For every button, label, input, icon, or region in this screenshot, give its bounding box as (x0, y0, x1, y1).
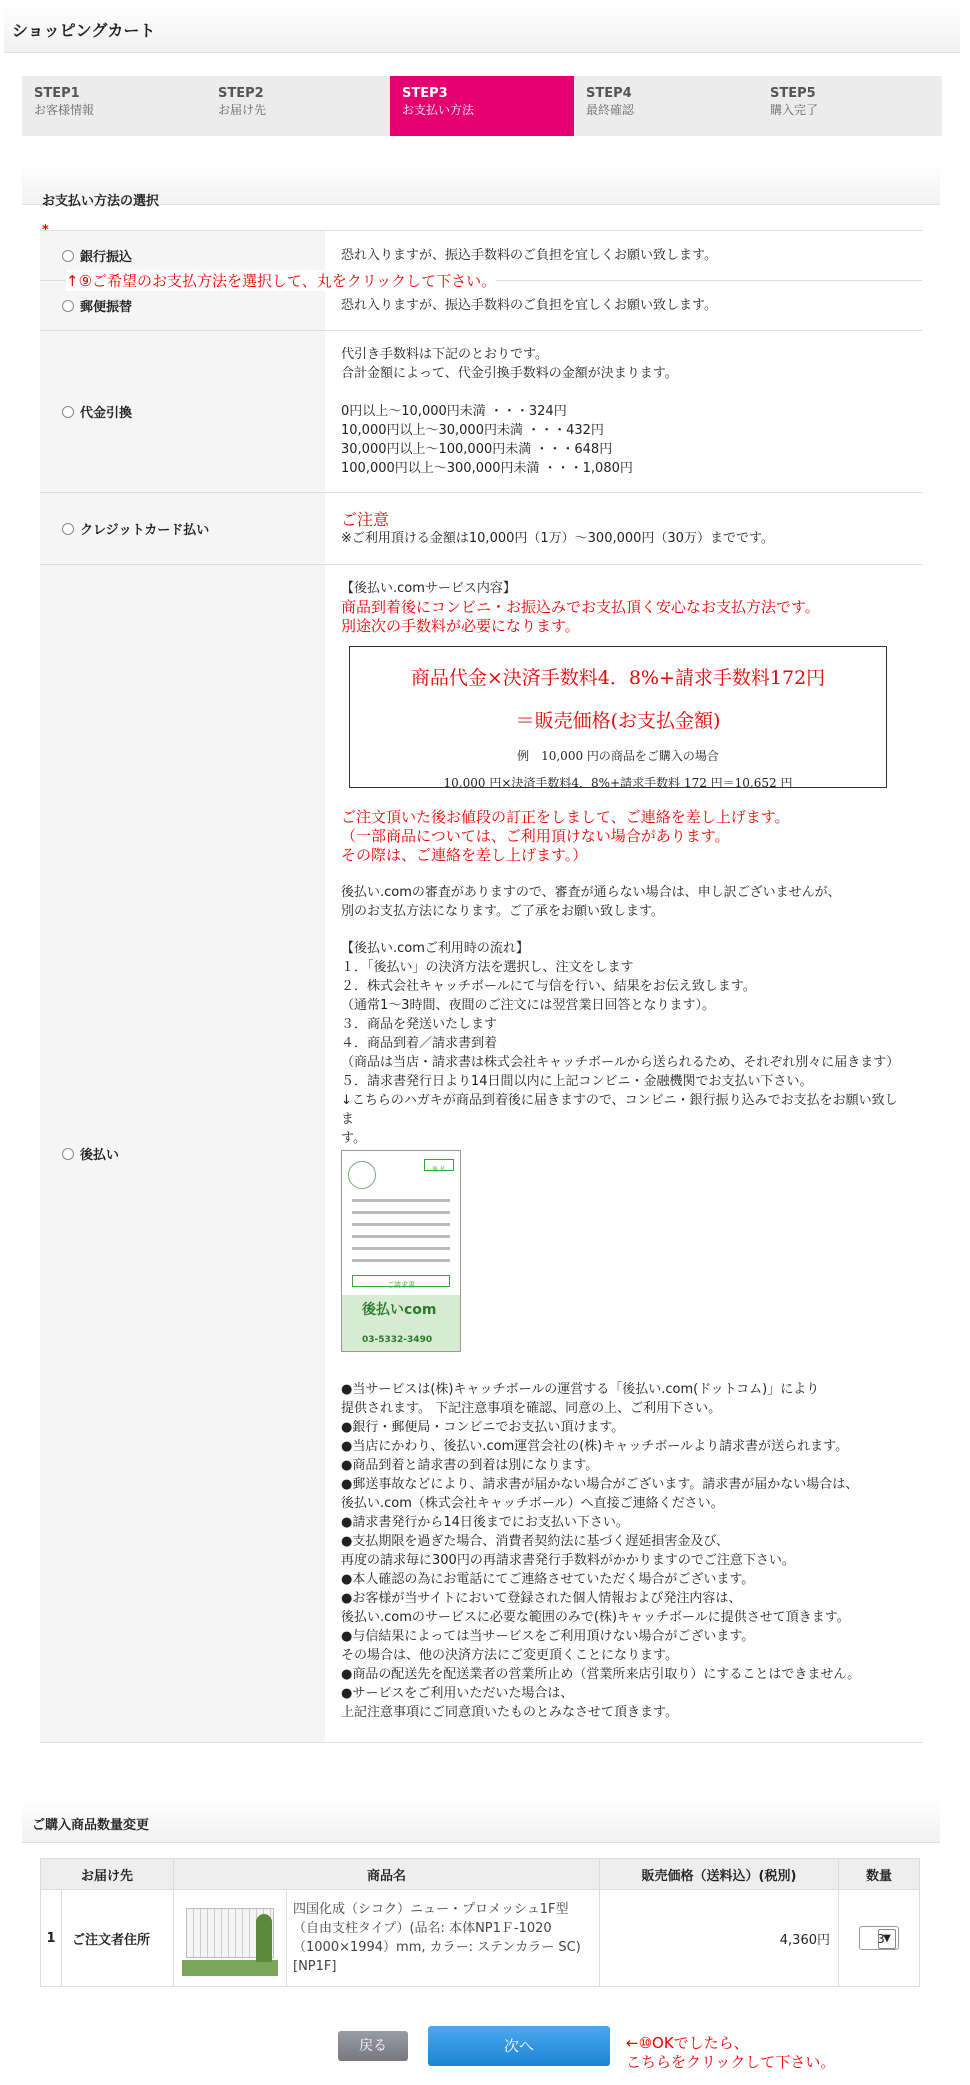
quantity-cell (839, 1890, 920, 1987)
option-label: クレジットカード払い (80, 523, 210, 538)
deferred-red-text: 別途次の手数料が必要になります。 (341, 617, 580, 635)
note-line: ●与信結果によっては当サービスをご利用頂けない場合がございます。 (341, 1629, 755, 1644)
step-number: STEP4 (586, 86, 632, 101)
cod-fee-description (325, 331, 922, 493)
fee-formula: 商品代金×決済手数料4．8%+請求手数料172円 (410, 667, 826, 689)
payment-heading: お支払い方法の選択 (42, 194, 160, 209)
product-thumbnail (174, 1890, 287, 1987)
price-correction-note: （一部商品については、ご利用頂けない場合があります。 (341, 827, 730, 845)
payment-section-header (22, 162, 940, 209)
step-number: STEP1 (34, 86, 80, 101)
flow-step: す。 (341, 1131, 366, 1146)
postage-stamp-icon (348, 1161, 376, 1189)
note-line: ●銀行・郵便局・コンビニでお支払い頂けます。 (341, 1420, 625, 1435)
flow-step: （通常1～3時間、夜間のご注文には翌営業日回答となります）。 (341, 998, 716, 1013)
option-label: 代金引換 (80, 406, 133, 421)
radio-button[interactable] (62, 1148, 74, 1160)
row-destination: ご注文者住所 (62, 1890, 174, 1987)
row-index: 1 (41, 1890, 62, 1987)
step-4 (574, 76, 758, 136)
product-price: 4,360円 (600, 1890, 839, 1987)
flow-step: ３．商品を発送いたします (341, 1017, 498, 1032)
postcard-bill-label: ご請求書 (352, 1275, 450, 1287)
fee-result: ＝販売価格(お支払金額) (515, 710, 721, 732)
fee-example: 10,000 円×決済手数料4．8%+請求手数料 172 円＝10,652 円 (443, 776, 793, 790)
checkout-steps (22, 76, 942, 136)
step-5 (758, 76, 942, 136)
option-label: 銀行振込 (80, 250, 133, 265)
note-line: 上記注意事項にご同意頂いたものとみなさせて頂きます。 (341, 1705, 678, 1720)
fee-tier: 30,000円以上～100,000円未満 ・・・648円 (341, 442, 613, 457)
deferred-intro: 【後払い.comサービス内容】 (341, 581, 516, 596)
note-line: ●支払期限を過ぎた場合、消費者契約法に基づく遅延損害金及び、 (341, 1534, 729, 1549)
fee-tier: 0円以上～10,000円未満 ・・・324円 (341, 404, 567, 419)
payment-option-deferred[interactable] (40, 565, 325, 1743)
annotation-line: ←⑩OKでしたら、 (626, 2034, 749, 2052)
product-name: 四国化成（シコク）ニュー・プロメッシュ1F型（自由支柱タイプ）(品名: 本体NP1Ｆ-1020（1000×1994）mm, カラー: ステンカラー SC) [NP1F] (287, 1890, 600, 1987)
note-line: 提供されます。 下記注意事項を確認、同意の上、ご利用下さい。 (341, 1401, 722, 1416)
option-description: 恐れ入りますが、振込手数料のご負担を宜しくお願い致します。 (325, 231, 922, 281)
note-line: 再度の請求毎に300円の再請求書発行手数料がかかりますのでご注意下さい。 (341, 1553, 795, 1568)
quantity-value: 3 (877, 1932, 885, 1946)
flow-title: 【後払い.comご利用時の流れ】 (341, 941, 529, 956)
deferred-description (325, 565, 922, 1743)
note-line: ●当店にかわり、後払い.com運営会社の(株)キャッチボールより請求書が送られます。 (341, 1439, 849, 1454)
notes-list (341, 1380, 906, 1722)
step-number: STEP2 (218, 86, 264, 101)
option-label: 郵便振替 (80, 300, 133, 315)
radio-button[interactable] (62, 406, 74, 418)
postcard-phone: 03-5332-3490 (362, 1335, 433, 1345)
flow-step: ↓こちらのハガキが商品到着後に届きますので、コンビニ・銀行振り込みでお支払をお願い致しま (341, 1093, 898, 1127)
table-row (41, 1890, 920, 1987)
col-price: 販売価格（送料込）(税別) (600, 1859, 839, 1890)
payment-methods-table (40, 230, 922, 1743)
step-number: STEP3 (402, 86, 448, 101)
back-button[interactable]: 戻る (338, 2031, 408, 2061)
note-line: ●郵送事故などにより、請求書が届かない場合がございます。請求書が届かない場合は、 (341, 1477, 859, 1492)
annotation-line: こちらをクリックして下さい。 (626, 2053, 836, 2071)
option-label: 後払い (80, 1148, 120, 1163)
note-line: ●商品の配送先を配送業者の営業所止め（営業所来店引取り）にすることはできません。 (341, 1667, 861, 1682)
card-notice: ご注意 (341, 509, 390, 529)
quantity-select[interactable] (859, 1926, 899, 1950)
option-description: 恐れ入りますが、振込手数料のご負担を宜しくお願い致します。 (325, 281, 922, 331)
col-destination: お届け先 (41, 1859, 174, 1890)
postcard-badge: 後 払 (424, 1159, 454, 1171)
note-line: ●請求書発行から14日後までにお支払い下さい。 (341, 1515, 629, 1530)
card-limit: ※ご利用頂ける金額は10,000円（1万）～300,000円（30万）までです。 (341, 530, 774, 546)
price-correction-note: ご注文頂いた後お値段の訂正をしまして、ご連絡を差し上げます。 (341, 808, 790, 826)
quantity-heading: ご購入商品数量変更 (32, 1818, 150, 1833)
postcard-image (341, 1150, 461, 1352)
price-correction-note: その際は、ご連絡を差し上げます。） (341, 846, 588, 864)
text-line: 代引き手数料は下記のとおりです。 (341, 347, 548, 362)
payment-option-cod[interactable] (40, 331, 325, 493)
step-3-active (390, 76, 574, 136)
fee-tier: 10,000円以上～30,000円未満 ・・・432円 (341, 423, 604, 438)
review-note: 後払い.comの審査がありますので、審査が通らない場合は、申し訳ございませんが、 (341, 885, 841, 900)
payment-option-card[interactable] (40, 493, 325, 565)
address-lines (352, 1199, 450, 1271)
radio-button[interactable] (62, 300, 74, 312)
fee-formula-box (349, 646, 887, 788)
flow-step: ４．商品到着／請求書到着 (341, 1036, 498, 1051)
radio-button[interactable] (62, 250, 74, 262)
page-title: ショッピングカート (12, 21, 156, 40)
step-label: 最終確認 (586, 103, 635, 117)
deferred-red-text: 商品到着後にコンビニ・お振込みでお支払頂く安心なお支払方法です。 (341, 598, 820, 616)
note-line: ●サービスをご利用いただいた場合は、 (341, 1686, 574, 1701)
radio-button[interactable] (62, 523, 74, 535)
note-line: 後払い.comのサービスに必要な範囲のみで(株)キャッチボールに提供させて頂きます。 (341, 1610, 850, 1625)
fee-tier: 100,000円以上～300,000円未満 ・・・1,080円 (341, 461, 633, 476)
cart-items-table (40, 1858, 920, 1987)
payment-select-annotation: ↑⑨ご希望のお支払方法を選択して、丸をクリックして下さい。 (66, 272, 497, 290)
note-line: 後払い.com（株式会社キャッチボール）へ直接ご連絡ください。 (341, 1496, 724, 1511)
postcard-logo: 後払いcom (362, 1302, 437, 1318)
next-button[interactable]: 次へ (428, 2026, 610, 2066)
card-description (325, 493, 922, 565)
fence-product-image (182, 1900, 278, 1976)
flow-step: ２．株式会社キャッチボールにて与信を行い、結果をお伝え致します。 (341, 979, 756, 994)
review-note: 別のお支払方法になります。ご了承をお願い致します。 (341, 904, 664, 919)
cart-header (4, 2, 960, 53)
step-number: STEP5 (770, 86, 816, 101)
chevron-down-icon: ▼ (878, 1929, 896, 1949)
step-1 (22, 76, 206, 136)
note-line: ●当サービスは(株)キャッチボールの運営する「後払い.com(ドットコム)」により (341, 1382, 820, 1397)
note-line: その場合は、他の決済方法にご変更頂くことになります。 (341, 1648, 678, 1663)
col-product: 商品名 (174, 1859, 600, 1890)
fee-example-title: 例 10,000 円の商品をご購入の場合 (517, 749, 719, 763)
step-label: お届け先 (218, 103, 267, 117)
step-2 (206, 76, 390, 136)
note-line: ●お客様が当サイトにおいて登録された個人情報および発注内容は、 (341, 1591, 742, 1606)
step-label: 購入完了 (770, 103, 819, 117)
text-line: 合計金額によって、代金引換手数料の金額が決まります。 (341, 366, 678, 381)
step-label: お支払い方法 (402, 103, 475, 117)
step-label: お客様情報 (34, 103, 95, 117)
quantity-section-header (22, 1800, 940, 1843)
flow-step: （商品は当店・請求書は株式会社キャッチボールから送られるため、それぞれ別々に届きます） (341, 1055, 900, 1070)
note-line: ●本人確認の為にお電話にてご連絡させていただく場合がございます。 (341, 1572, 755, 1587)
note-line: ●商品到着と請求書の到着は別になります。 (341, 1458, 599, 1473)
col-quantity: 数量 (839, 1859, 920, 1890)
next-annotation (626, 2034, 835, 2072)
flow-step: ５．請求書発行日より14日間以内に上記コンビニ・金融機関でお支払い下さい。 (341, 1074, 813, 1089)
flow-step: １．「後払い」の決済方法を選択し、注文をします (341, 960, 634, 975)
